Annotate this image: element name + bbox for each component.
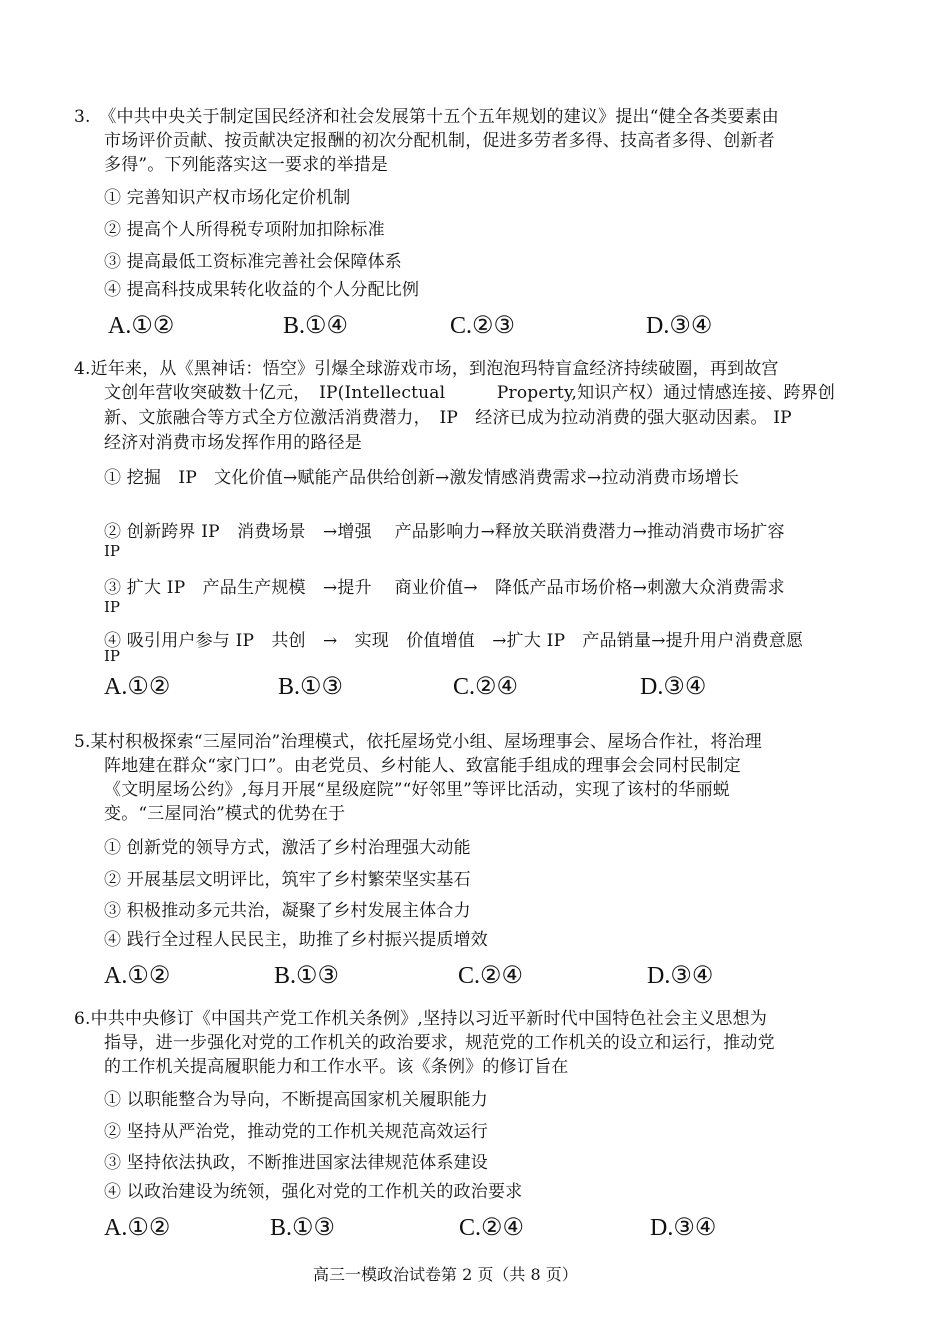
q5-stem-line-4: 变。“三屋同治”模式的优势在于 xyxy=(104,804,346,824)
q4-answer-b: B.①③ xyxy=(278,674,344,700)
q4-answer-a: A.①② xyxy=(104,674,171,700)
q4-option-2: ② 创新跨界 IP 消费场景 →增强 产品影响力→释放关联消费潜力→推动消费市场扩容 xyxy=(104,522,785,542)
q3-option-3: ③ 提高最低工资标准完善社会保障体系 xyxy=(104,252,403,272)
q3-answer-a: A.①② xyxy=(108,313,175,339)
q3-stem-line-1: 3. 《中共中央关于制定国民经济和社会发展第十五个五年规划的建议》提出“健全各类要素由 xyxy=(74,107,780,127)
q4-option-4-subscript: IP xyxy=(104,647,121,665)
q5-answer-c: C.②④ xyxy=(458,963,524,989)
q3-option-2: ② 提高个人所得税专项附加扣除标准 xyxy=(104,220,385,240)
q4-stem-line-3: 新、文旅融合等方式全方位激活消费潜力， IP 经济已成为拉动消费的强大驱动因素。 IP xyxy=(104,408,792,428)
q6-option-4: ④ 以政治建设为统领，强化对党的工作机关的政治要求 xyxy=(104,1182,523,1202)
q3-answer-b: B.①④ xyxy=(283,313,349,339)
q6-answer-d: D.③④ xyxy=(650,1215,717,1241)
q6-option-2: ② 坚持从严治党，推动党的工作机关规范高效运行 xyxy=(104,1122,489,1142)
q6-stem-line-3: 的工作机关提高履职能力和工作水平。该《条例》的修订旨在 xyxy=(104,1057,569,1077)
q5-option-3: ③ 积极推动多元共治，凝聚了乡村发展主体合力 xyxy=(104,901,471,921)
q4-stem-line-1: 4.近年来，从《黑神话：悟空》引爆全球游戏市场，到泡泡玛特盲盒经济持续破圈，再到故宫 xyxy=(74,359,779,379)
q6-stem-line-2: 指导，进一步强化对党的工作机关的政治要求，规范党的工作机关的设立和运行，推动党 xyxy=(104,1033,775,1053)
q5-option-1: ① 创新党的领导方式，激活了乡村治理强大动能 xyxy=(104,838,471,858)
q4-option-1: ① 挖掘 IP 文化价值→赋能产品供给创新→激发情感消费需求→拉动消费市场增长 xyxy=(104,468,740,488)
q4-answer-c: C.②④ xyxy=(453,674,519,700)
q6-answer-a: A.①② xyxy=(104,1215,171,1241)
q6-answer-c: C.②④ xyxy=(459,1215,525,1241)
q6-stem-line-1: 6.中共中央修订《中国共产党工作机关条例》,坚持以习近平新时代中国特色社会主义思想为 xyxy=(74,1009,768,1029)
q3-option-1: ① 完善知识产权市场化定价机制 xyxy=(104,188,351,208)
q5-stem-line-1: 5.某村积极探索“三屋同治”治理模式，依托屋场党小组、屋场理事会、屋场合作社，将治理 xyxy=(74,732,762,752)
q4-option-3-subscript: IP xyxy=(104,598,121,616)
q4-answer-d: D.③④ xyxy=(640,674,707,700)
q5-answer-d: D.③④ xyxy=(647,963,714,989)
q6-answer-b: B.①③ xyxy=(270,1215,336,1241)
q5-stem-line-3: 《文明屋场公约》,每月开展“星级庭院”“好邻里”等评比活动，实现了该村的华丽蜕 xyxy=(104,780,730,800)
page-footer: 高三一模政治试卷第 2 页（共 8 页） xyxy=(313,1265,578,1284)
q6-option-3: ③ 坚持依法执政，不断推进国家法律规范体系建设 xyxy=(104,1153,489,1173)
q4-stem-line-2: 文创年营收突破数十亿元， IP(Intellectual Property,知识产权）通过情感连接、跨界创 xyxy=(104,383,836,403)
q5-answer-b: B.①③ xyxy=(274,963,340,989)
q5-option-4: ④ 践行全过程人民民主，助推了乡村振兴提质增效 xyxy=(104,930,489,950)
q3-answer-d: D.③④ xyxy=(646,313,713,339)
q4-option-4: ④ 吸引用户参与 IP 共创 → 实现 价值增值 →扩大 IP 产品销量→提升用户消费意愿 xyxy=(104,631,804,651)
q4-stem-line-4: 经济对消费市场发挥作用的路径是 xyxy=(104,433,362,453)
q3-option-4: ④ 提高科技成果转化收益的个人分配比例 xyxy=(104,280,420,300)
q5-answer-a: A.①② xyxy=(104,963,171,989)
q3-stem-line-2: 市场评价贡献、按贡献决定报酬的初次分配机制，促进多劳者多得、技高者多得、创新者 xyxy=(104,131,775,151)
q3-answer-c: C.②③ xyxy=(450,313,516,339)
q4-option-3: ③ 扩大 IP 产品生产规模 →提升 商业价值→ 降低产品市场价格→刺激大众消费需求 xyxy=(104,578,785,598)
q4-option-2-subscript: IP xyxy=(104,542,121,560)
q6-option-1: ① 以职能整合为导向，不断提高国家机关履职能力 xyxy=(104,1090,489,1110)
q5-option-2: ② 开展基层文明评比，筑牢了乡村繁荣坚实基石 xyxy=(104,870,471,890)
q5-stem-line-2: 阵地建在群众“家门口”。由老党员、乡村能人、致富能手组成的理事会会同村民制定 xyxy=(104,756,741,776)
q3-stem-line-3: 多得”。下列能落实这一要求的举措是 xyxy=(104,155,389,175)
